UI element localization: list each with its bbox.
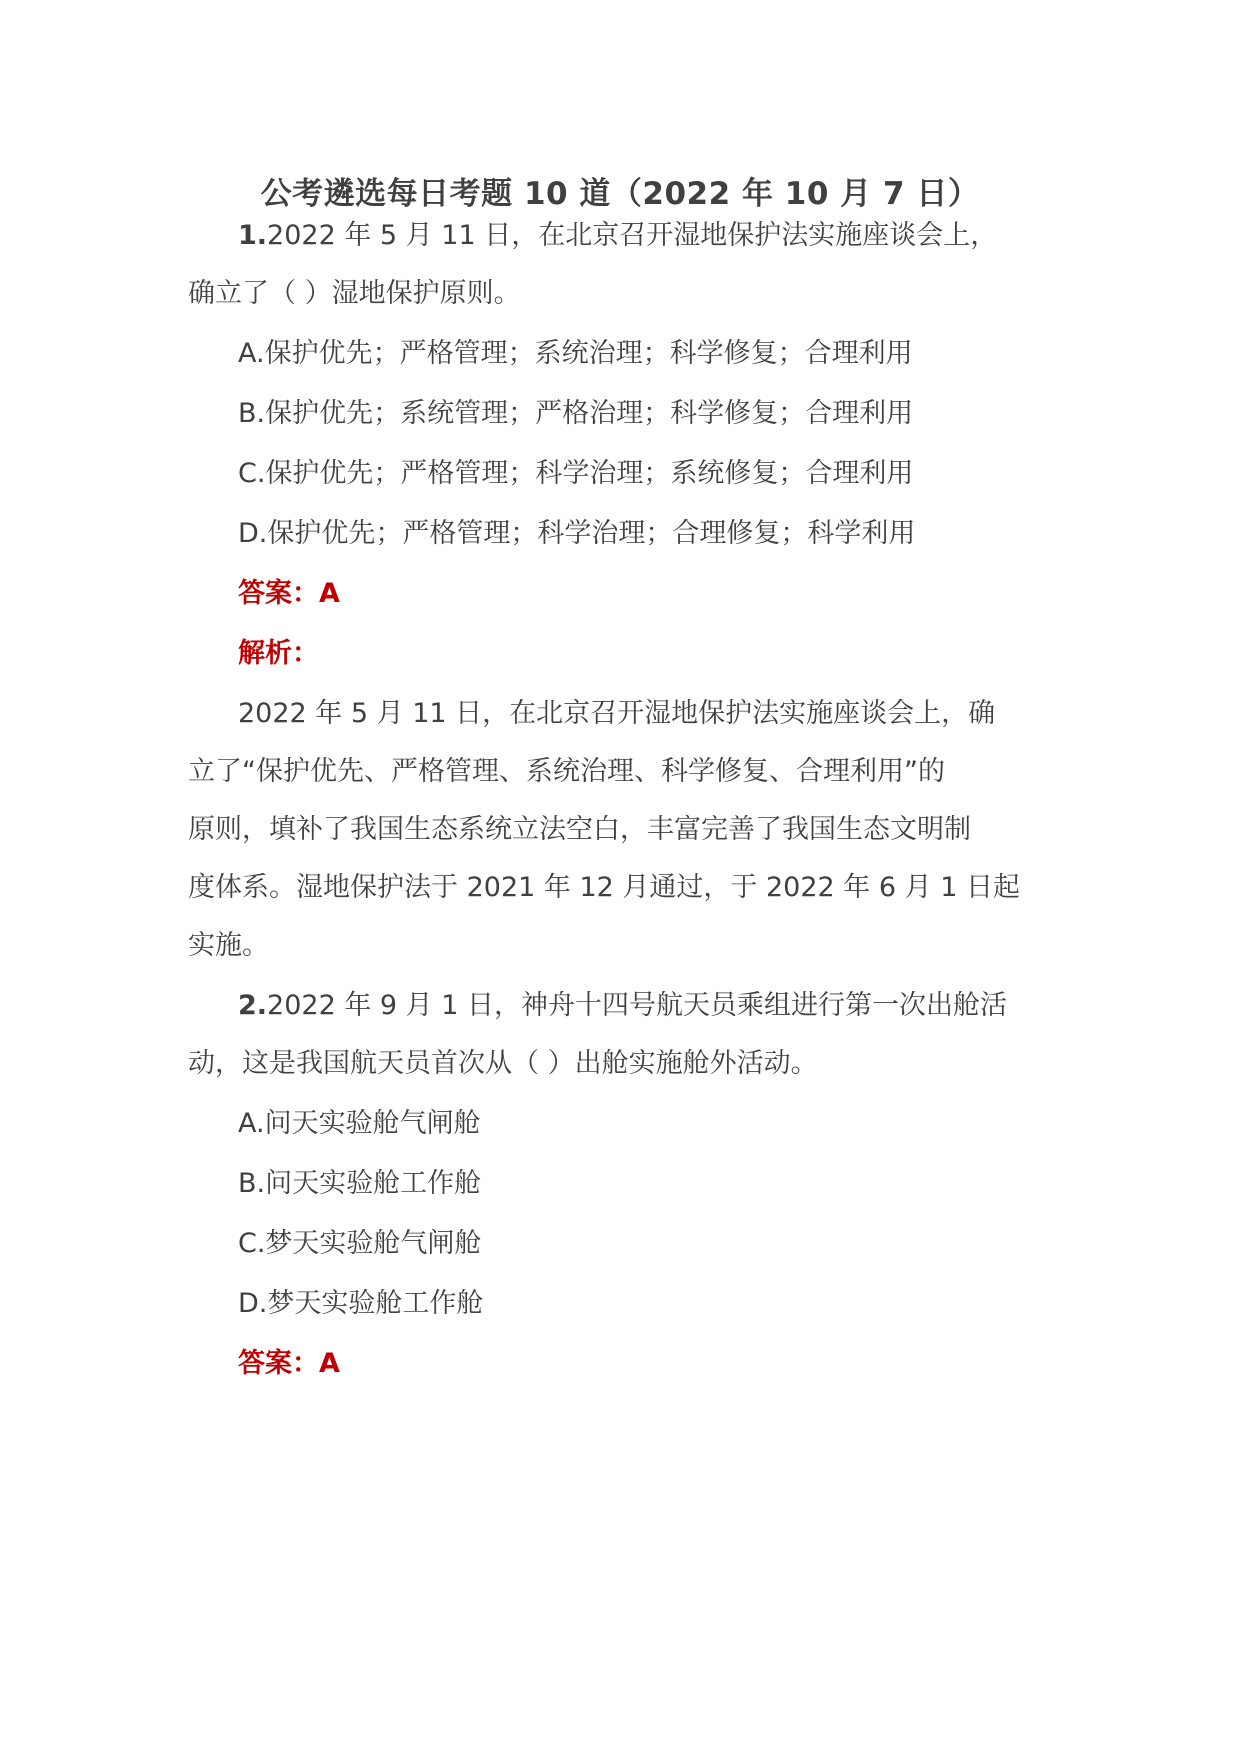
question-2-number: 2. (238, 990, 268, 1021)
question-1-analysis-label: 解析： (238, 638, 319, 669)
question-2-option-c: C.梦天实验舱气闸舱 (238, 1228, 482, 1259)
question-1-analysis-line-3: 原则，填补了我国生态系统立法空白，丰富完善了我国生态文明制 (188, 814, 971, 845)
question-1-stem-text: 2022 年 5 月 11 日，在北京召开湿地保护法实施座谈会上， (267, 220, 998, 251)
page-title: 公考遴选每日考题 10 道（2022 年 10 月 7 日） (260, 176, 980, 212)
question-2-stem-line-2: 动，这是我国航天员首次从（ ）出舱实施舱外活动。 (188, 1048, 818, 1079)
question-1-stem-line-1 (238, 216, 997, 256)
question-1-answer: 答案：A (238, 578, 340, 609)
question-1-option-d: D.保护优先；严格管理；科学治理；合理修复；科学利用 (238, 518, 916, 549)
question-2-option-d: D.梦天实验舱工作舱 (238, 1288, 484, 1319)
question-1-analysis-line-1: 2022 年 5 月 11 日，在北京召开湿地保护法实施座谈会上，确 (238, 698, 996, 729)
question-1-option-c: C.保护优先；严格管理；科学治理；系统修复；合理利用 (238, 458, 914, 489)
question-1-number: 1. (238, 220, 268, 251)
question-1-option-a: A.保护优先；严格管理；系统治理；科学修复；合理利用 (238, 338, 913, 369)
question-1-stem-line-2: 确立了（ ）湿地保护原则。 (188, 278, 521, 309)
question-1-option-b: B.保护优先；系统管理；严格治理；科学修复；合理利用 (238, 398, 914, 429)
question-2-option-a: A.问天实验舱气闸舱 (238, 1108, 481, 1139)
question-2-option-b: B.问天实验舱工作舱 (238, 1168, 482, 1199)
question-1-analysis-line-5: 实施。 (188, 930, 269, 961)
question-2-stem-text: 2022 年 9 月 1 日，神舟十四号航天员乘组进行第一次出舱活 (267, 990, 1008, 1021)
question-2-stem-line-1 (238, 986, 1007, 1026)
question-1-analysis-line-4: 度体系。湿地保护法于 2021 年 12 月通过，于 2022 年 6 月 1 日起 (188, 872, 1020, 903)
question-2-answer: 答案：A (238, 1348, 340, 1379)
question-1-analysis-line-2: 立了“保护优先、严格管理、系统治理、科学修复、合理利用”的 (188, 756, 945, 787)
